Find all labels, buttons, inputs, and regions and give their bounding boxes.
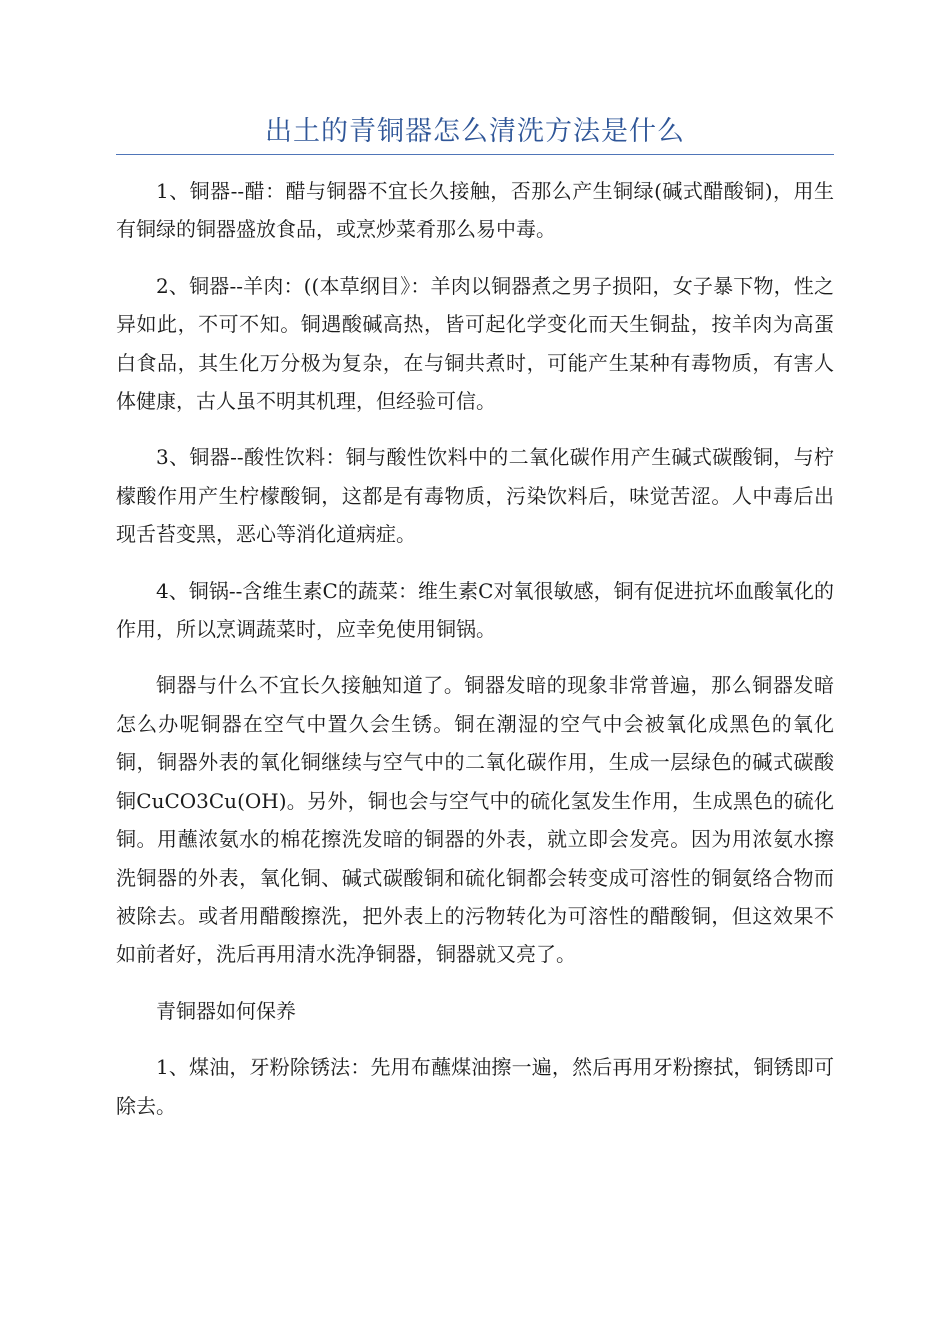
paragraph-vinegar: 1、铜器--醋：醋与铜器不宜长久接触，否那么产生铜绿(碱式醋酸铜)，用生有铜绿的铜器盛放食品，或烹炒菜肴那么易中毒。 [116, 179, 834, 242]
paragraph-acidic-drinks: 3、铜器--酸性饮料：铜与酸性饮料中的二氧化碳作用产生碱式碳酸铜，与柠檬酸作用产生柠檬酸铜，这都是有毒物质，污染饮料后，味觉苦涩。人中毒后出现舌苔变黑，恶心等消化道病症。 [116, 445, 834, 547]
section-heading-maintenance: 青铜器如何保养 [156, 998, 296, 1023]
paragraph-kerosene-method: 1、煤油，牙粉除锈法：先用布蘸煤油擦一遍，然后再用牙粉擦拭，铜锈即可除去。 [116, 1055, 834, 1118]
title-underline [116, 154, 834, 155]
document-body [116, 172, 834, 1143]
paragraph-vitamin-c: 4、铜锅--含维生素C的蔬菜：维生素C对氧很敏感，铜有促进抗坏血酸氧化的作用，所以烹调蔬菜时，应幸免使用铜锅。 [116, 578, 834, 642]
paragraph-tarnish-cleaning: 铜器与什么不宜长久接触知道了。铜器发暗的现象非常普遍，那么铜器发暗怎么办呢铜器在空气中置久会生锈。铜在潮湿的空气中会被氧化成黑色的氧化铜，铜器外表的氧化铜继续与空气中的二氧化碳作用，生成一层绿色的碱式碳酸铜CuCO3Cu(OH)。另外，铜也会与空气中的硫化氢发生作用，生成黑色的硫化铜。用蘸浓氨水的棉花擦洗发暗的铜器的外表，就立即会发亮。因为用浓氨水擦洗铜器的外表，氧化铜、碱式碳酸铜和硫化铜都会转变成可溶性的铜氨络合物而被除去。或者用醋酸擦洗，把外表上的污物转化为可溶性的醋酸铜，但这效果不如前者好，洗后再用清水洗净铜器，铜器就又亮了。 [116, 673, 834, 967]
document-title: 出土的青铜器怎么清洗方法是什么 [265, 116, 685, 147]
paragraph-mutton: 2、铜器--羊肉：((本草纲目》：羊肉以铜器煮之男子损阳，女子暴下物，性之异如此，不可不知。铜遇酸碱高热，皆可起化学变化而天生铜盐，按羊肉为高蛋白食品，其生化万分极为复杂，在与铜共煮时，可能产生某种有毒物质，有害人体健康，古人虽不明其机理，但经验可信。 [116, 273, 834, 414]
